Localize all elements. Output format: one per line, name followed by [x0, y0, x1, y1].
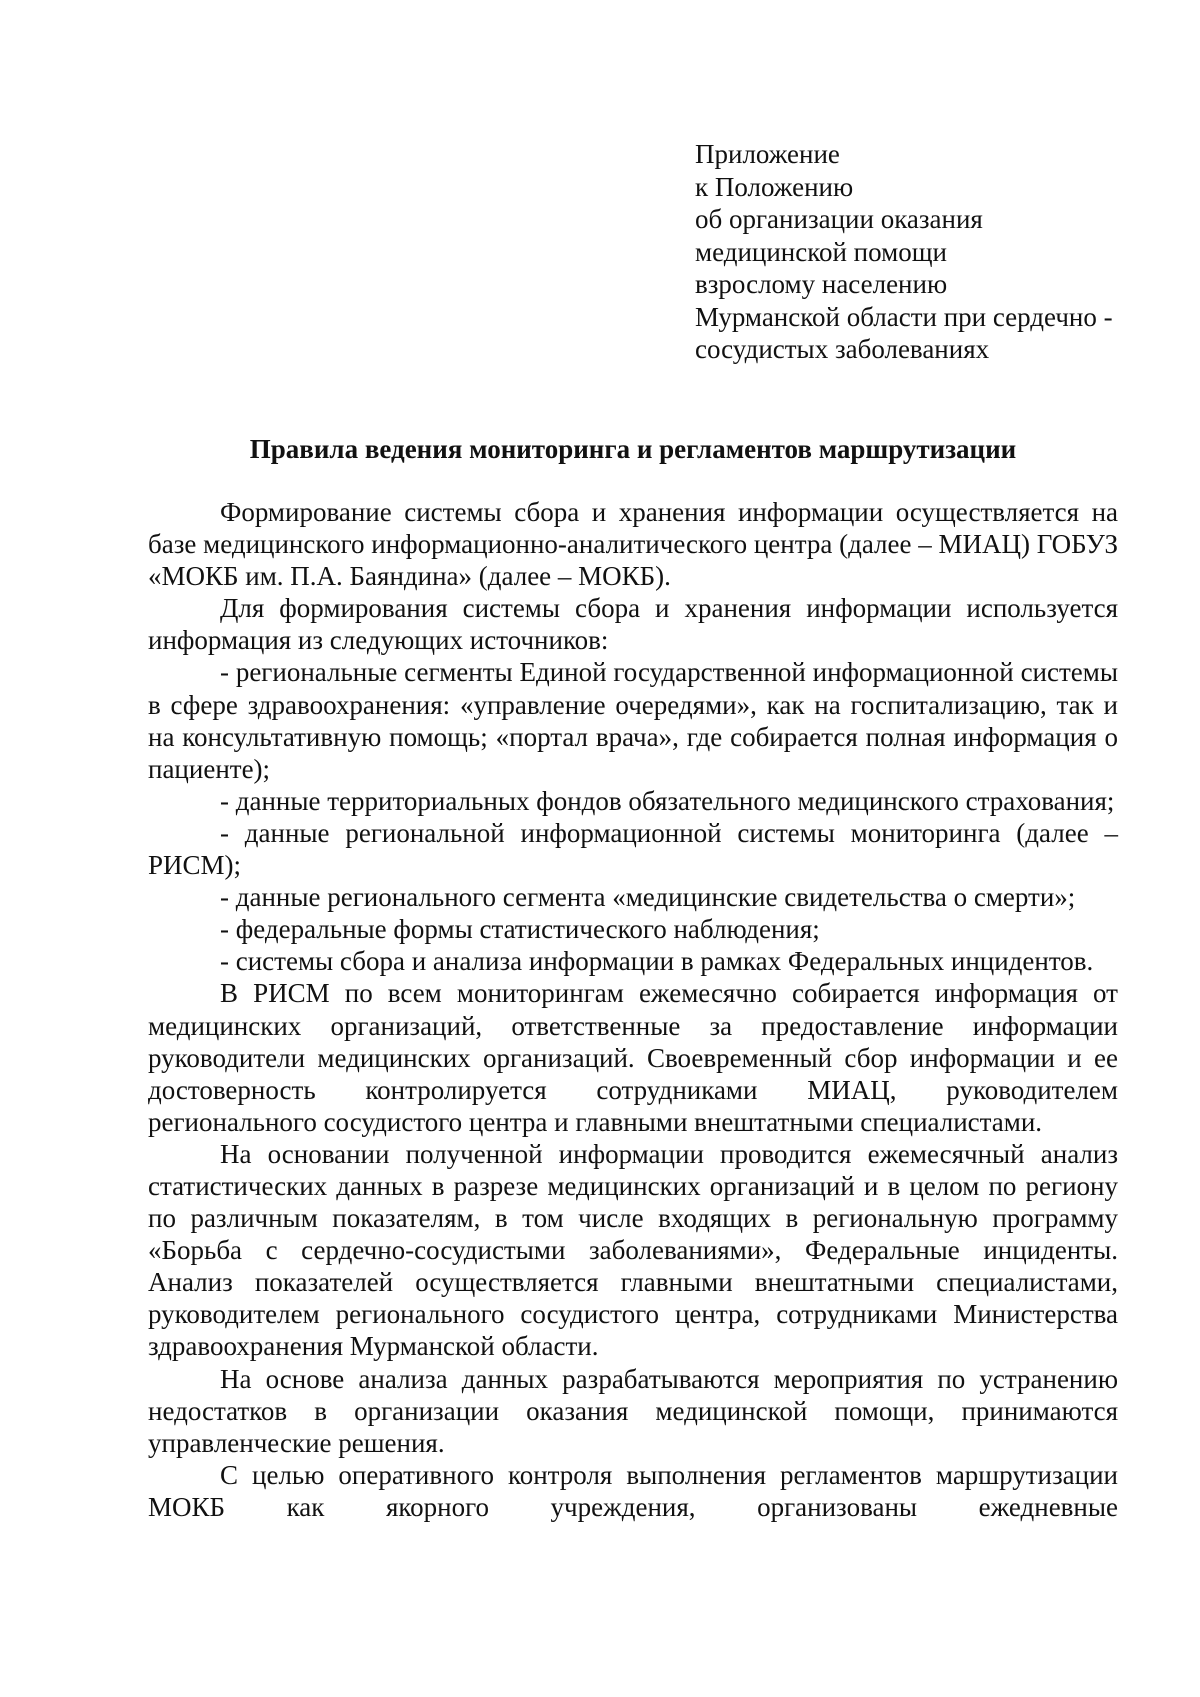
annex-line: взрослому населению — [695, 269, 948, 299]
list-item: - данные регионального сегмента «медицинские свидетельства о смерти»; — [220, 882, 1076, 913]
paragraph: На основе анализа данных разрабатываются мероприятия по устранению недостатков в организации оказания медицинской помощи, принимаются управленческие решения. — [148, 1363, 1118, 1458]
paragraph: С целью оперативного контроля выполнения регламентов маршрутизации МОКБ как якорного учреждения, организованы ежедневные — [148, 1459, 1118, 1522]
annex-line: Мурманской области при сердечно - — [695, 301, 1113, 332]
paragraph: В РИСМ по всем мониторингам ежемесячно собирается информация от медицинских организаций, ответственные за предоставление информации руководители медицинских организаций. Своевременный сбор информации и ее достоверность контролируется сотрудниками МИАЦ, руководителем регионального сосудистого центра и главными внештатными специалистами. — [148, 978, 1118, 1137]
document-body — [148, 496, 1118, 1523]
list-item: - данные региональной информационной системы мониторинга (далее – РИСМ); — [148, 817, 1118, 881]
annex-header — [695, 138, 1175, 366]
paragraph: Формирование системы сбора и хранения информации осуществляется на базе медицинского информационно-аналитического центра (далее – МИАЦ) ГОБУЗ «МОКБ им. П.А. Баяндина» (далее – МОКБ). — [148, 497, 1119, 592]
list-item: - системы сбора и анализа информации в рамках Федеральных инцидентов. — [220, 946, 1094, 977]
document-title: Правила ведения мониторинга и регламентов маршрутизации — [249, 434, 1017, 464]
annex-line: сосудистых заболеваниях — [695, 334, 990, 364]
paragraph: На основании полученной информации проводится ежемесячный анализ статистических данных в разрезе медицинских организаций и в целом по региону по различным показателям, в том числе входящих в региональную программу «Борьба с сердечно-сосудистыми заболеваниями», Федеральные инциденты. Анализ показателей осуществляется главными внештатными специалистами, руководителем регионального сосудистого центра, сотрудниками Министерства здравоохранения Мурманской области. — [148, 1138, 1118, 1362]
annex-line: к Положению — [695, 171, 854, 202]
list-item: - региональные сегменты Единой государственной информационной системы в сфере здравоохранения: «управление очередями», как на госпитализацию, так и на консультативную помощь; «портал врача», где собирается полная информация о пациенте); — [148, 657, 1118, 784]
annex-line: Приложение — [695, 139, 840, 169]
list-item: - федеральные формы статистического наблюдения; — [220, 914, 820, 945]
list-item: - данные территориальных фондов обязательного медицинского страхования; — [220, 785, 1115, 816]
annex-line: медицинской помощи — [695, 236, 947, 267]
annex-line: об организации оказания — [695, 204, 983, 234]
paragraph: Для формирования системы сбора и хранения информации используется информация из следующих источников: — [148, 593, 1118, 656]
